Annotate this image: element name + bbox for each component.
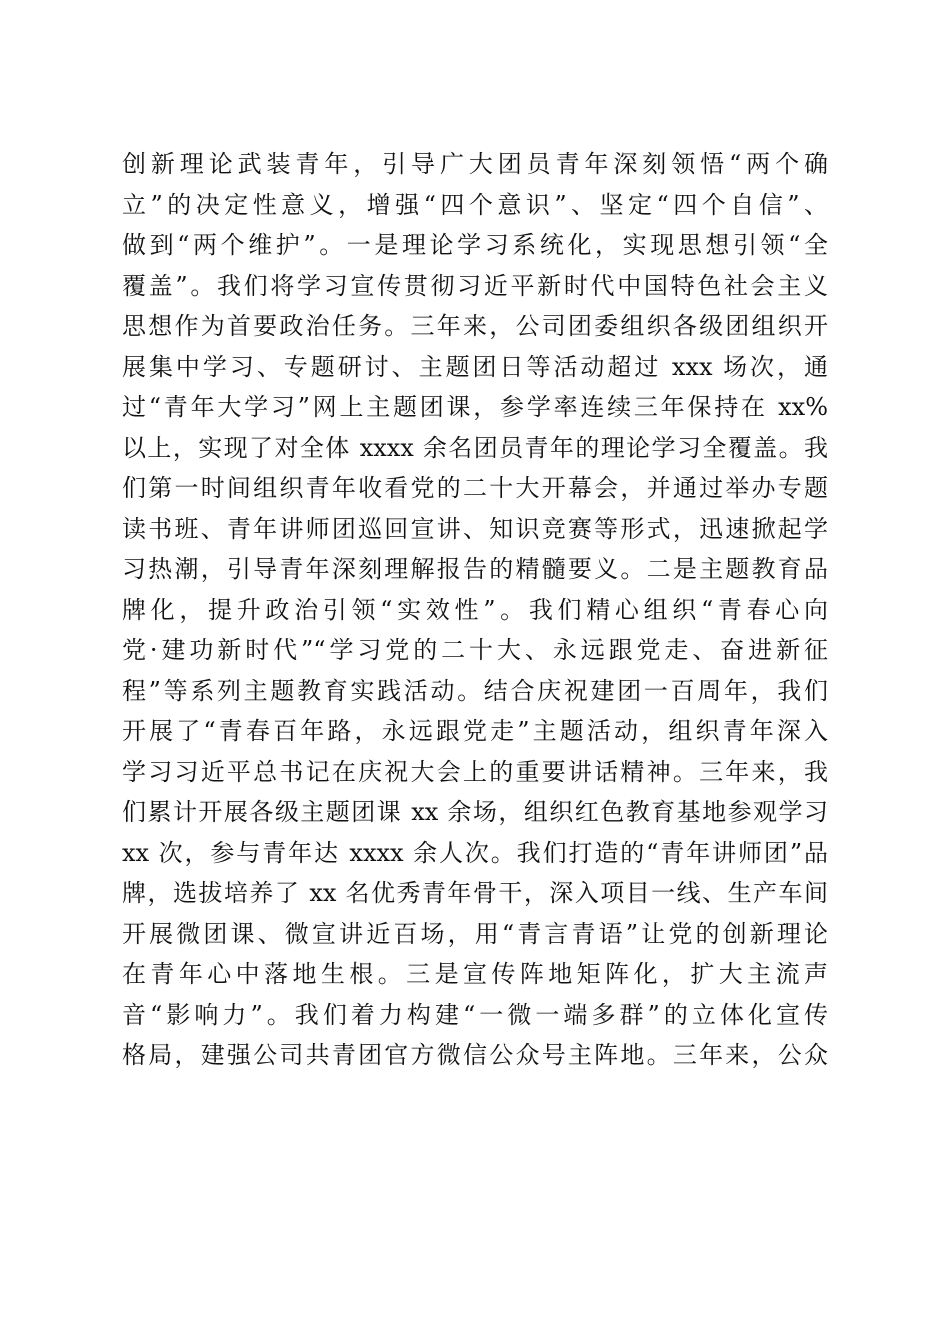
text-line: 程”等系列主题教育实践活动。结合庆祝建团一百周年，我们: [122, 676, 828, 705]
text-line: 立”的决定性意义，增强“四个意识”、坚定“四个自信”、: [122, 190, 828, 219]
text-line: 学习习近平总书记在庆祝大会上的重要讲话精神。三年来，我: [122, 757, 828, 786]
text-line: 思想作为首要政治任务。三年来，公司团委组织各级团组织开: [122, 312, 828, 340]
text-line: 在青年心中落地生根。三是宣传阵地矩阵化，扩大主流声: [122, 960, 828, 988]
text-line: 以上，实现了对全体 xxxx 余名团员青年的理论学习全覆盖。我: [122, 433, 828, 462]
text-line: 音“影响力”。我们着力构建“一微一端多群”的立体化宣传: [122, 1000, 828, 1029]
text-line: 们累计开展各级主题团课 xx 余场，组织红色教育基地参观学习: [122, 798, 828, 826]
text-line: 牌，选拔培养了 xx 名优秀青年骨干，深入项目一线、生产车间: [122, 879, 828, 907]
text-line: 开展微团课、微宣讲近百场，用“青言青语”让党的创新理论: [122, 919, 828, 948]
text-line: 过“青年大学习”网上主题团课，参学率连续三年保持在 xx%: [122, 393, 828, 421]
text-line: 党·建功新时代”“学习党的二十大、永远跟党走、奋进新征: [122, 636, 828, 664]
text-line: 做到“两个维护”。一是理论学习系统化，实现思想引领“全: [122, 231, 828, 259]
text-line: 读书班、青年讲师团巡回宣讲、知识竞赛等形式，迅速掀起学: [122, 514, 828, 543]
text-line: 展集中学习、专题研讨、主题团日等活动超过 xxx 场次，通: [122, 352, 828, 381]
text-line: 开展了“青春百年路，永远跟党走”主题活动，组织青年深入: [122, 717, 828, 745]
body-paragraph: [122, 144, 828, 1076]
text-line: 覆盖”。我们将学习宣传贯彻习近平新时代中国特色社会主义: [122, 271, 828, 300]
text-line: 创新理论武装青年，引导广大团员青年深刻领悟“两个确: [122, 150, 828, 178]
text-line: xx 次，参与青年达 xxxx 余人次。我们打造的“青年讲师团”品: [122, 838, 828, 867]
text-line: 习热潮，引导青年深刻理解报告的精髓要义。二是主题教育品: [122, 555, 828, 583]
text-line: 格局，建强公司共青团官方微信公众号主阵地。三年来，公众: [122, 1041, 828, 1069]
text-line: 们第一时间组织青年收看党的二十大开幕会，并通过举办专题: [122, 474, 828, 502]
text-line: 牌化，提升政治引领“实效性”。我们精心组织“青春心向: [122, 595, 828, 624]
